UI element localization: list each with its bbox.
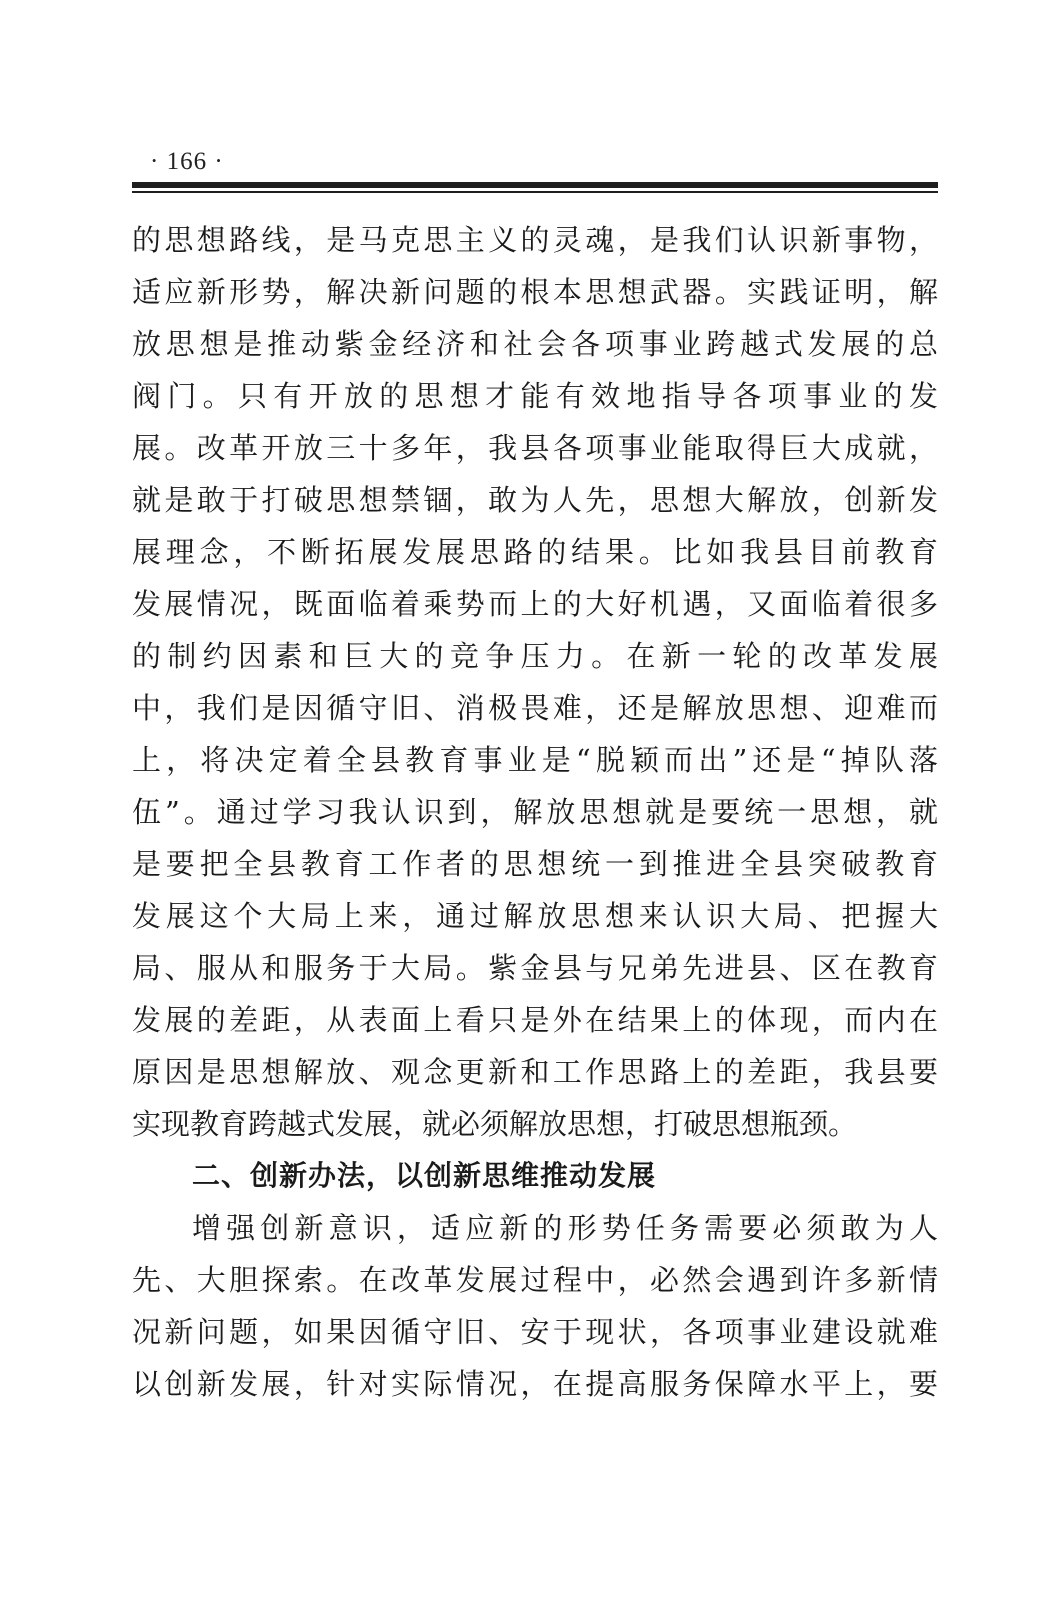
text-line: 上，将决定着全县教育事业是“脱颖而出”还是“掉队落 (132, 743, 938, 777)
text-line: 阀门。只有开放的思想才能有效地指导各项事业的发 (132, 379, 938, 413)
text-line: 伍”。通过学习我认识到，解放思想就是要统一思想，就 (132, 795, 938, 829)
text-line: 放思想是推动紫金经济和社会各项事业跨越式发展的总 (132, 327, 938, 361)
text-line: 发展情况，既面临着乘势而上的大好机遇，又面临着很多 (132, 587, 938, 621)
text-line: 原因是思想解放、观念更新和工作思路上的差距，我县要 (132, 1055, 938, 1089)
text-line: 的制约因素和巨大的竞争压力。在新一轮的改革发展 (132, 639, 938, 673)
section-heading: 二、创新办法，以创新思维推动发展 (192, 1159, 657, 1192)
header-rule-thin (132, 191, 938, 193)
text-line: 中，我们是因循守旧、消极畏难，还是解放思想、迎难而 (132, 691, 938, 725)
text-line: 的思想路线，是马克思主义的灵魂，是我们认识新事物， (132, 223, 938, 257)
body-text (132, 214, 938, 1410)
text-line: 先、大胆探索。在改革发展过程中，必然会遇到许多新情 (132, 1263, 938, 1297)
text-line: 发展这个大局上来，通过解放思想来认识大局、把握大 (132, 899, 938, 933)
text-line: 以创新发展，针对实际情况，在提高服务保障水平上，要 (132, 1367, 938, 1401)
text-line: 发展的差距，从表面上看只是外在结果上的体现，而内在 (132, 1003, 938, 1037)
text-line: 局、服从和服务于大局。紫金县与兄弟先进县、区在教育 (132, 951, 938, 985)
text-line: 适应新形势，解决新问题的根本思想武器。实践证明，解 (132, 275, 938, 309)
page-number: · 166 · (150, 148, 224, 175)
text-line: 增强创新意识，适应新的形势任务需要必须敢为人 (192, 1211, 938, 1245)
text-line: 是要把全县教育工作者的思想统一到推进全县突破教育 (132, 847, 938, 881)
text-line: 况新问题，如果因循守旧、安于现状，各项事业建设就难 (132, 1315, 938, 1349)
text-line: 实现教育跨越式发展，就必须解放思想，打破思想瓶颈。 (132, 1107, 858, 1141)
text-line: 展。改革开放三十多年，我县各项事业能取得巨大成就， (132, 431, 938, 465)
page-header (132, 138, 938, 198)
header-rule-thick (132, 182, 938, 188)
text-line: 展理念，不断拓展发展思路的结果。比如我县目前教育 (132, 535, 938, 569)
text-line: 就是敢于打破思想禁锢，敢为人先，思想大解放，创新发 (132, 483, 938, 517)
